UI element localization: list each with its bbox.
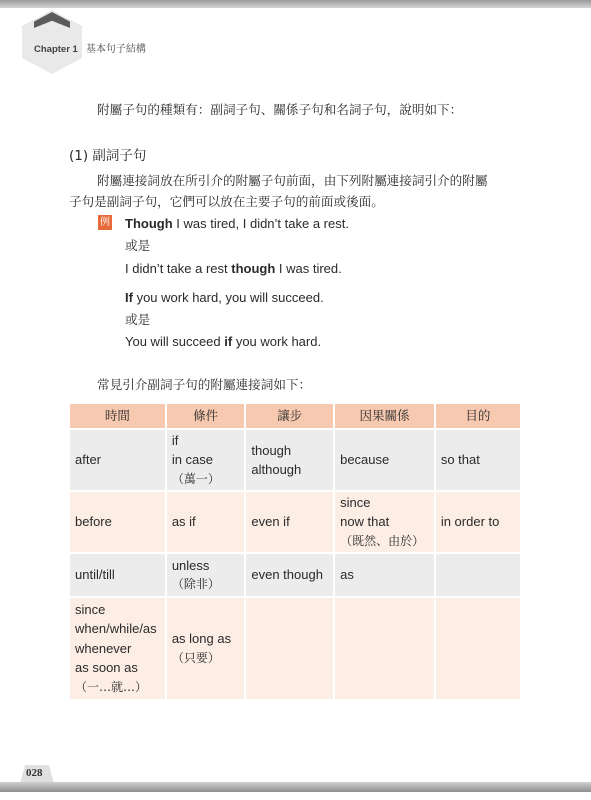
header-time: 時間: [69, 403, 166, 429]
cell-line: if: [171, 432, 179, 448]
table-cell: [435, 491, 521, 553]
sentence-4-post: you work hard.: [232, 334, 322, 349]
cell-line: after: [75, 452, 102, 468]
cell-line: since: [340, 494, 371, 510]
page-number: 028: [26, 767, 43, 779]
cell-line: even though: [251, 567, 323, 583]
bottom-border-band: [0, 782, 591, 792]
table-cell: [245, 491, 334, 553]
table-cell: [435, 429, 521, 491]
cell-line: until/till: [75, 567, 115, 583]
table-cell: [69, 597, 166, 700]
header-cause: 因果關係: [334, 403, 435, 429]
section-heading: (1) 副詞子句: [69, 148, 147, 164]
cell-line: though: [251, 442, 292, 458]
table-row: [69, 553, 521, 597]
example-sentence-3: [125, 290, 324, 306]
intro-text: 附屬子句的種類有：副詞子句、關係子句和名詞子句，說明如下：: [97, 102, 463, 117]
conjunction-table: [68, 402, 522, 701]
sentence-2-pre: I didn’t take a rest: [125, 261, 232, 276]
cell-line: even if: [251, 514, 290, 530]
table-cell: [245, 429, 334, 491]
sentence-3-rest: you work hard, you will succeed.: [132, 290, 324, 305]
cell-line: unless: [171, 557, 210, 573]
table-row: [69, 597, 521, 700]
example-sentence-1: [125, 216, 349, 232]
cell-line: （既然、由於）: [340, 533, 425, 548]
table-cell: [166, 429, 246, 491]
chapter-title: 基本句子結構: [85, 44, 146, 55]
cell-line: so that: [440, 452, 480, 468]
cell-line: （萬一）: [171, 471, 220, 486]
table-cell: [334, 597, 435, 700]
cell-line: （除非）: [171, 577, 220, 591]
top-border-band: [0, 0, 591, 8]
table-cell: [245, 597, 334, 700]
table-cell: [245, 553, 334, 597]
cell-line: although: [251, 462, 302, 477]
table-cell: [334, 553, 435, 597]
keyword-if: If: [125, 290, 133, 305]
cell-line: whenever: [75, 640, 132, 656]
table-cell: [69, 429, 166, 491]
table-cell: [69, 491, 166, 553]
cell-line: before: [75, 514, 112, 530]
header-purpose: 目的: [435, 403, 521, 429]
cell-line: （只要）: [171, 650, 220, 665]
sentence-1-rest: I was tired, I didn’t take a rest.: [172, 216, 349, 231]
table-header-row: [69, 403, 521, 429]
section-paragraph-line-1: 附屬連接詞放在所引介的附屬子句前面，由下列附屬連接詞引介的附屬: [97, 173, 488, 188]
cell-line: （一…就…）: [75, 679, 148, 694]
section-paragraph-line-2: 子句是副詞子句，它們可以放在主要子句的前面或後面。: [69, 194, 384, 209]
table-cell: [166, 597, 246, 700]
cell-line: since: [75, 601, 106, 617]
table-cell: [69, 553, 166, 597]
table-cell: [334, 429, 435, 491]
keyword-if-2: if: [224, 334, 233, 349]
cell-line: now that: [340, 514, 390, 530]
table-row: [69, 429, 521, 491]
table-row: [69, 491, 521, 553]
cell-line: as soon as: [75, 660, 138, 676]
keyword-though-2: though: [231, 261, 276, 276]
cell-line: as long as: [171, 631, 232, 646]
cell-line: in case: [171, 452, 214, 468]
header-concession: 讓步: [245, 403, 334, 429]
cell-line: in order to: [440, 514, 500, 530]
or-label-1: 或是: [125, 238, 151, 253]
cell-line: as: [340, 567, 354, 583]
chapter-label: Chapter 1: [34, 44, 78, 55]
example-sentence-4: [125, 334, 321, 350]
table-cell: [166, 491, 246, 553]
sentence-2-post: I was tired.: [275, 261, 342, 276]
example-badge: 例: [100, 217, 110, 228]
running-header: [34, 40, 146, 55]
cell-line: because: [340, 452, 390, 468]
header-condition: 條件: [166, 403, 246, 429]
table-cell: [435, 597, 521, 700]
example-sentence-2: [125, 261, 342, 277]
cell-line: when/while/as: [75, 621, 157, 637]
or-label-2: 或是: [125, 312, 151, 327]
table-intro-text: 常見引介副詞子句的附屬連接詞如下：: [97, 377, 312, 392]
keyword-though: Though: [125, 216, 173, 231]
sentence-4-pre: You will succeed: [125, 334, 225, 349]
table-cell: [334, 491, 435, 553]
table-cell: [166, 553, 246, 597]
table-cell: [435, 553, 521, 597]
cell-line: as if: [171, 514, 196, 530]
